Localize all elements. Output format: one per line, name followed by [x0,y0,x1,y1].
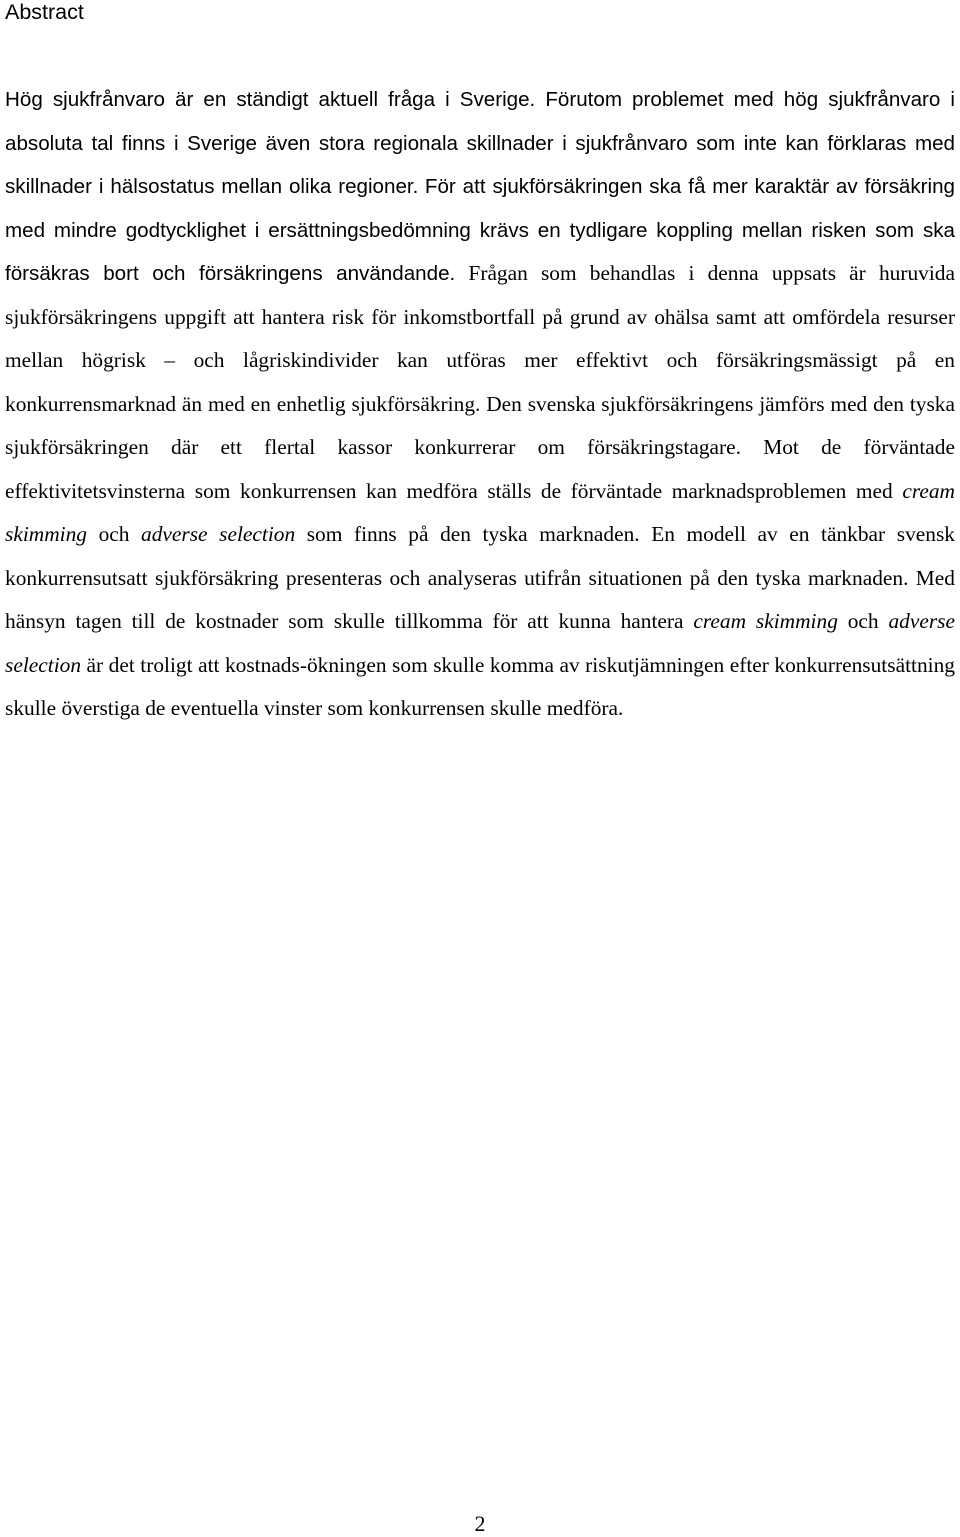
term-cream-skimming: cream skimming [693,609,838,633]
abstract-paragraph [5,78,955,731]
abstract-sentence-1: Hög sjukfrånvaro är en ständigt aktuell fråga i Sverige. Förutom problemet med hög sjukfrånvaro i absoluta tal finns i Sverige även stora regionala skillnader i sjukfrånvaro som inte kan förklaras med skillnader i hälsostatus mellan olika regioner. [5,88,955,198]
abstract-heading: Abstract [5,0,84,24]
abstract-sentence-5: som finns på den tyska marknaden. En modell av en tänkbar svensk konkurrensutsatt sjukförsäkring presenteras och analyseras utifrån situationen på den tyska marknaden. Med hänsyn tagen till de kostnader som skulle tillkomma för att kunna hantera [5,522,955,633]
page-number: 2 [474,1511,486,1536]
abstract-sentence-2: För att sjukförsäkringen ska få mer karaktär av försäkring med mindre godtycklighet i ersättningsbedömning krävs en tydligare koppling mellan risken som ska försäkras bort och försäkringens användande. [5,175,955,285]
term-adverse-selection: adverse selection [5,609,955,677]
abstract-sentence-4: Den svenska sjukförsäkringens jämförs med den tyska sjukförsäkringen där ett flertal kassor konkurrerar om försäkringstagare. Mot de förväntade effektivitetsvinsterna som konkurrensen kan medföra ställs de förväntade marknadsproblemen med [5,391,955,503]
abstract-sentence-6: är det troligt att kostnads-ökningen som skulle komma av riskutjämningen efter konkurrensutsättning skulle överstiga de eventuella vinster som konkurrensen skulle medföra. [5,652,955,720]
abstract-sentence-3: Frågan som behandlas i denna uppsats är huruvida sjukförsäkringens uppgift att hantera risk för inkomstbortfall på grund av ohälsa samt att omfördela resurser mellan högrisk – och lågriskindivider kan utföras mer effektivt och försäkringsmässigt på en konkurrensmarknad än med en enhetlig sjukförsäkring. [5,261,955,416]
term-cream-skimming: cream skimming [5,478,955,546]
term-adverse-selection: adverse selection [141,522,296,546]
conjunction-och: och [837,609,889,633]
conjunction-och: och [87,522,142,546]
